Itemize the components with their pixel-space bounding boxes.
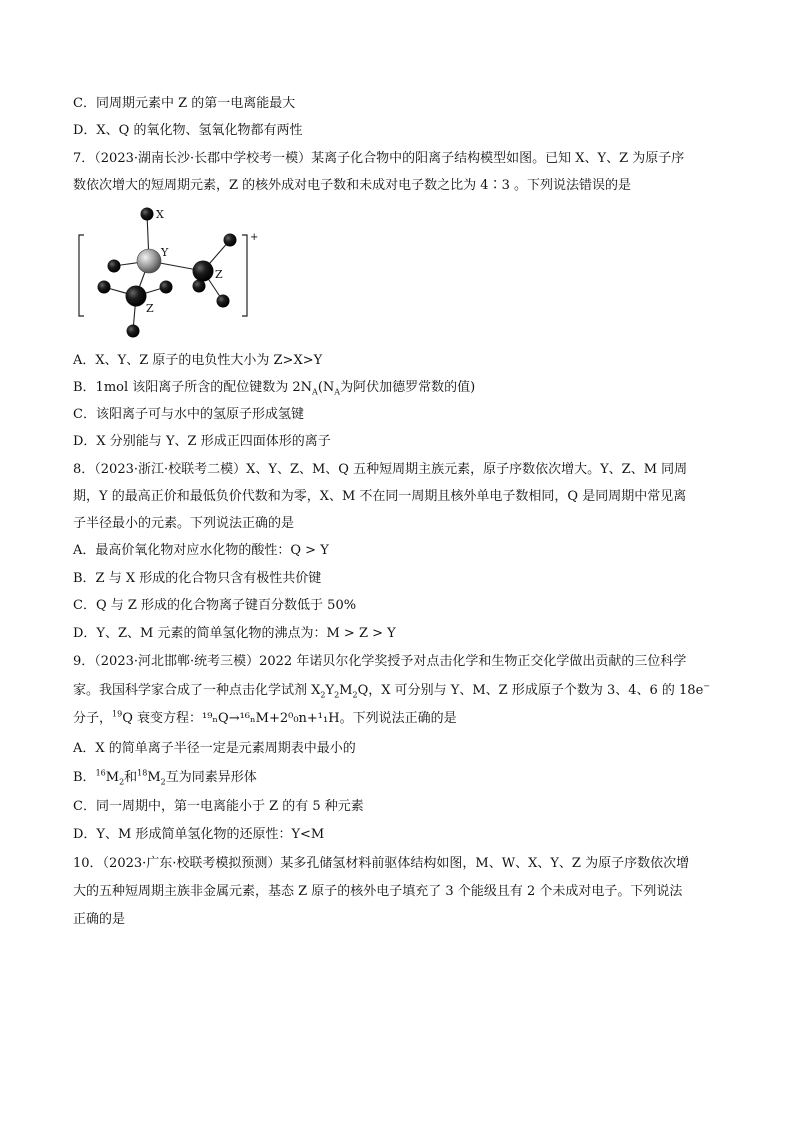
q7-option-b-text: B．1mol 该阳离子所含的配位键数为 2N (73, 380, 313, 395)
q9-option-b (73, 770, 257, 786)
q7-option-d: D．X 分别能与 Y、Z 形成正四面体形的离子 (73, 434, 331, 449)
q9-stem-text: Q，X 可分别与 Y、M、Z 形成原子个数为 3、4、6 的 18e (357, 683, 704, 698)
q8-option-c: C．Q 与 Z 形成的化合物离子键百分数低于 50% (73, 598, 357, 613)
x-atom (98, 281, 111, 294)
q7-option-c: C．该阳离子可与水中的氢原子形成氢键 (73, 407, 304, 422)
q9-option-d: D．Y、M 形成简单氢化物的还原性：Y<M (73, 827, 325, 842)
label-x: X (156, 208, 164, 221)
q8-option-d: D．Y、Z、M 元素的简单氢化物的沸点为：M > Z > Y (73, 626, 396, 641)
left-bracket (79, 235, 84, 316)
x-atom (160, 281, 173, 294)
x-atom (224, 234, 237, 247)
label-y: Y (161, 246, 169, 259)
right-bracket (242, 235, 247, 316)
q10-stem-line1: 10．（2023·广东·校联考模拟预测）某多孔储氢材料前驱体结构如图，M、W、X、Y、Z 为原子序数依次增 (73, 856, 690, 871)
x-atom (108, 260, 121, 273)
q9-stem-text: 分子， (73, 711, 113, 726)
element-symbol: M (339, 683, 353, 698)
avogadro-subscript: A (334, 387, 341, 397)
subscript: 2 (119, 777, 125, 787)
avogadro-subscript: A (312, 387, 318, 397)
q9-stem-text: 。下列说法正确的是 (339, 711, 457, 726)
q9-stem-line2 (73, 683, 710, 699)
q10-stem-line3: 正确的是 (73, 912, 126, 927)
q9-option-b-text: 互为同素异形体 (165, 770, 257, 785)
x-atom (127, 325, 140, 338)
z-atom-right (193, 261, 214, 282)
q8-stem-line3: 子半径最小的元素。下列说法正确的是 (73, 516, 295, 531)
superscript: − (703, 681, 710, 691)
z-atom-bottom (126, 286, 147, 307)
mass-number: 16 (95, 768, 106, 778)
element-symbol: M (147, 770, 161, 785)
charge-sign: + (250, 232, 259, 243)
q9-stem-text: 家。我国科学家合成了一种点击化学试剂 X (73, 683, 321, 698)
q9-stem-line3 (73, 711, 457, 727)
y-atom-center (137, 249, 161, 273)
q9-option-b-label: B． (73, 770, 96, 785)
q7-stem-line2: 数依次增大的短周期元素，Z 的核外成对电子数和未成对电子数之比为 4∶3 。下列说法错误的是 (73, 178, 631, 193)
subscript: 2 (334, 690, 340, 700)
q7-option-a: A．X、Y、Z 原子的电负性大小为 Z>X>Y (73, 353, 323, 368)
q6-option-d: D．X、Q 的氧化物、氢氧化物都有两性 (73, 123, 303, 138)
x-atom-top (141, 208, 154, 221)
q8-option-b: B．Z 与 X 形成的化合物只含有极性共价键 (73, 571, 322, 586)
q6-option-c: C．同周期元素中 Z 的第一电离能最大 (73, 96, 296, 111)
q7-option-b-mid: (N (317, 380, 335, 395)
q8-stem-line2: 期，Y 的最高正价和最低负价代数和为零，X、M 不在同一周期且核外单电子数相同，Q 是同周期中常见离 (73, 489, 687, 504)
x-atom (217, 295, 230, 308)
q9-stem-text: Q 衰变方程： (122, 711, 202, 726)
label-z-right: Z (215, 268, 223, 281)
mass-number: 18 (137, 768, 148, 778)
label-z-bottom: Z (146, 302, 154, 315)
mass-number: 19 (112, 709, 123, 719)
q7-stem-line1: 7．（2023·湖南长沙·长郡中学校考一模）某离子化合物中的阳离子结构模型如图。已知 X、Y、Z 为原子序 (73, 151, 685, 166)
subscript: 2 (320, 690, 326, 700)
q9-stem-line1: 9．（2023·河北邯郸·统考三模）2022 年诺贝尔化学奖授予对点击化学和生物正交化学做出贡献的三位科学 (73, 654, 687, 669)
element-symbol: Y (325, 683, 335, 698)
q7-option-b-post: 为阿伏加德罗常数的值) (340, 380, 476, 395)
q10-stem-line2: 大的五种短周期主族非金属元素，基态 Z 原子的核外电子填充了 3 个能级且有 2 个未成对电子。下列说法 (73, 884, 683, 899)
q9-option-a: A．X 的简单离子半径一定是元素周期表中最小的 (73, 741, 356, 756)
q7-option-b (73, 380, 475, 396)
subscript: 2 (352, 690, 358, 700)
cation-structure-figure (70, 198, 270, 343)
q8-option-a: A．最高价氧化物对应水化物的酸性：Q > Y (73, 543, 329, 558)
decay-equation: ¹⁹ₙQ→¹⁶ₙM+2⁰₀n+¹₁H (202, 711, 340, 726)
subscript: 2 (160, 777, 166, 787)
element-symbol: M (105, 770, 120, 785)
q8-stem-line1: 8．（2023·浙江·校联考二模）X、Y、Z、M、Q 五种短周期主族元素，原子序数依次增大。Y、Z、M 同周 (73, 462, 688, 477)
q9-option-c: C．同一周期中，第一电离能小于 Z 的有 5 种元素 (73, 799, 364, 814)
conjunction: 和 (124, 770, 138, 785)
